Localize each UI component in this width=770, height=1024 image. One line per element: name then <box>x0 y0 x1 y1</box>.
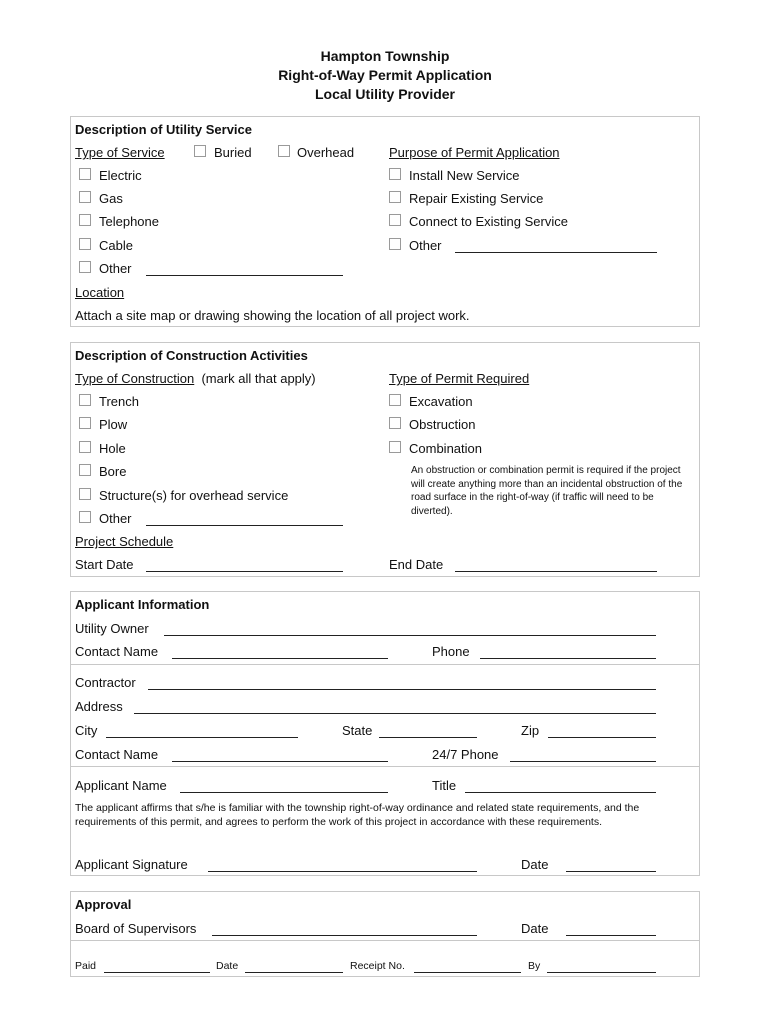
form-subtitle: Local Utility Provider <box>314 86 456 102</box>
construction-other-line[interactable] <box>146 525 343 526</box>
applicant-section <box>70 591 700 876</box>
construction-trench: Trench <box>99 394 139 409</box>
end-date-label: End Date <box>389 557 444 572</box>
construction-bore: Bore <box>99 464 127 479</box>
type-of-service-label: Type of Service <box>75 145 165 160</box>
phone-label: Phone <box>432 644 470 659</box>
approval-date-label: Date <box>521 921 549 936</box>
utility-service-section <box>70 116 700 327</box>
permit-excavation: Excavation <box>409 394 473 409</box>
by-line[interactable] <box>547 972 656 973</box>
contact-name-line[interactable] <box>172 658 388 659</box>
combination-checkbox[interactable] <box>389 441 401 453</box>
install-new-checkbox[interactable] <box>389 168 401 180</box>
signature-date-line[interactable] <box>566 871 656 872</box>
construction-structure: Structure(s) for overhead service <box>99 488 289 503</box>
service-gas: Gas <box>99 191 123 206</box>
contact-name2-label: Contact Name <box>75 747 159 762</box>
purpose-other-checkbox[interactable] <box>389 238 401 250</box>
applicant-name-label: Applicant Name <box>75 778 167 793</box>
purpose-label: Purpose of Permit Application <box>389 145 560 160</box>
construction-plow: Plow <box>99 417 128 432</box>
contact-name2-line[interactable] <box>172 761 388 762</box>
permit-combination: Combination <box>409 441 482 456</box>
location-text: Attach a site map or drawing showing the location of all project work. <box>75 308 470 323</box>
affirmation-text: The applicant affirms that s/he is familiar with the township right-of-way ordinance and related state requirements, and the requirements of this permit, and agrees to perform the work of this project in accordance with these requirements. <box>75 802 640 828</box>
utility-section-title: Description of Utility Service <box>75 122 252 137</box>
bore-checkbox[interactable] <box>79 464 91 476</box>
title-line[interactable] <box>465 792 656 793</box>
contractor-line[interactable] <box>148 689 656 690</box>
type-of-construction-label: Type of Construction <box>75 371 195 386</box>
construction-other: Other <box>99 511 132 526</box>
zip-line[interactable] <box>548 737 656 738</box>
form-header <box>0 47 770 104</box>
purpose-connect: Connect to Existing Service <box>409 214 568 229</box>
end-date-line[interactable] <box>455 571 657 572</box>
applicant-section-title: Applicant Information <box>75 597 210 612</box>
repair-checkbox[interactable] <box>389 191 401 203</box>
construction-other-checkbox[interactable] <box>79 511 91 523</box>
separator <box>71 664 699 665</box>
trench-checkbox[interactable] <box>79 394 91 406</box>
separator <box>71 766 699 767</box>
plow-checkbox[interactable] <box>79 417 91 429</box>
signature-date-label: Date <box>521 857 549 872</box>
utility-owner-label: Utility Owner <box>75 621 149 636</box>
contact-name-label: Contact Name <box>75 644 159 659</box>
contractor-label: Contractor <box>75 675 136 690</box>
address-label: Address <box>75 699 123 714</box>
service-other: Other <box>99 261 132 276</box>
type-of-construction <box>75 371 316 386</box>
location-label: Location <box>75 285 125 300</box>
separator <box>71 940 699 941</box>
city-line[interactable] <box>106 737 298 738</box>
construction-section-title: Description of Construction Activities <box>75 348 308 363</box>
board-label: Board of Supervisors <box>75 921 197 936</box>
overhead-checkbox[interactable] <box>278 145 290 157</box>
construction-hole: Hole <box>99 441 126 456</box>
applicant-name-line[interactable] <box>180 792 388 793</box>
purpose-other-line[interactable] <box>455 252 657 253</box>
hole-checkbox[interactable] <box>79 441 91 453</box>
construction-section <box>70 342 700 577</box>
address-line[interactable] <box>134 713 656 714</box>
zip-label: Zip <box>521 723 540 738</box>
electric-checkbox[interactable] <box>79 168 91 180</box>
purpose-install: Install New Service <box>409 168 520 183</box>
paid-date-label: Date <box>216 960 239 972</box>
phone-line[interactable] <box>480 658 656 659</box>
overhead-label: Overhead <box>297 145 355 160</box>
service-cable: Cable <box>99 238 133 253</box>
approval-date-line[interactable] <box>566 935 656 936</box>
form-title: Right-of-Way Permit Application <box>278 67 492 83</box>
phone247-line[interactable] <box>510 761 656 762</box>
telephone-checkbox[interactable] <box>79 214 91 226</box>
permit-type-label: Type of Permit Required <box>389 371 530 386</box>
start-date-label: Start Date <box>75 557 134 572</box>
city-label: City <box>75 723 98 738</box>
excavation-checkbox[interactable] <box>389 394 401 406</box>
approval-section <box>70 891 700 977</box>
receipt-line[interactable] <box>414 972 521 973</box>
approval-title: Approval <box>75 897 132 912</box>
signature-line[interactable] <box>208 871 477 872</box>
service-other-checkbox[interactable] <box>79 261 91 273</box>
board-line[interactable] <box>212 935 477 936</box>
service-telephone: Telephone <box>99 214 159 229</box>
title-label: Title <box>432 778 457 793</box>
gas-checkbox[interactable] <box>79 191 91 203</box>
buried-label: Buried <box>214 145 252 160</box>
permit-note: An obstruction or combination permit is required if the project will create anything more than an incidental obstruction of the road surface in the right-of-way (if traffic will need to be diverted). <box>411 465 683 517</box>
by-label: By <box>528 960 541 972</box>
buried-checkbox[interactable] <box>194 145 206 157</box>
project-schedule-label: Project Schedule <box>75 534 174 549</box>
receipt-label: Receipt No. <box>350 960 405 972</box>
utility-owner-line[interactable] <box>164 635 656 636</box>
paid-date-line[interactable] <box>245 972 343 973</box>
township-name: Hampton Township <box>320 48 450 64</box>
state-label: State <box>342 723 373 738</box>
purpose-repair: Repair Existing Service <box>409 191 544 206</box>
purpose-other: Other <box>409 238 442 253</box>
start-date-line[interactable] <box>146 571 343 572</box>
connect-checkbox[interactable] <box>389 214 401 226</box>
service-electric: Electric <box>99 168 142 183</box>
signature-label: Applicant Signature <box>75 857 188 872</box>
type-of-construction-note: (mark all that apply) <box>201 371 316 386</box>
permit-obstruction: Obstruction <box>409 417 476 432</box>
structure-checkbox[interactable] <box>79 488 91 500</box>
service-other-line[interactable] <box>146 275 343 276</box>
paid-line[interactable] <box>104 972 210 973</box>
obstruction-checkbox[interactable] <box>389 417 401 429</box>
phone247-label: 24/7 Phone <box>432 747 499 762</box>
state-line[interactable] <box>379 737 477 738</box>
cable-checkbox[interactable] <box>79 238 91 250</box>
paid-label: Paid <box>75 960 97 972</box>
